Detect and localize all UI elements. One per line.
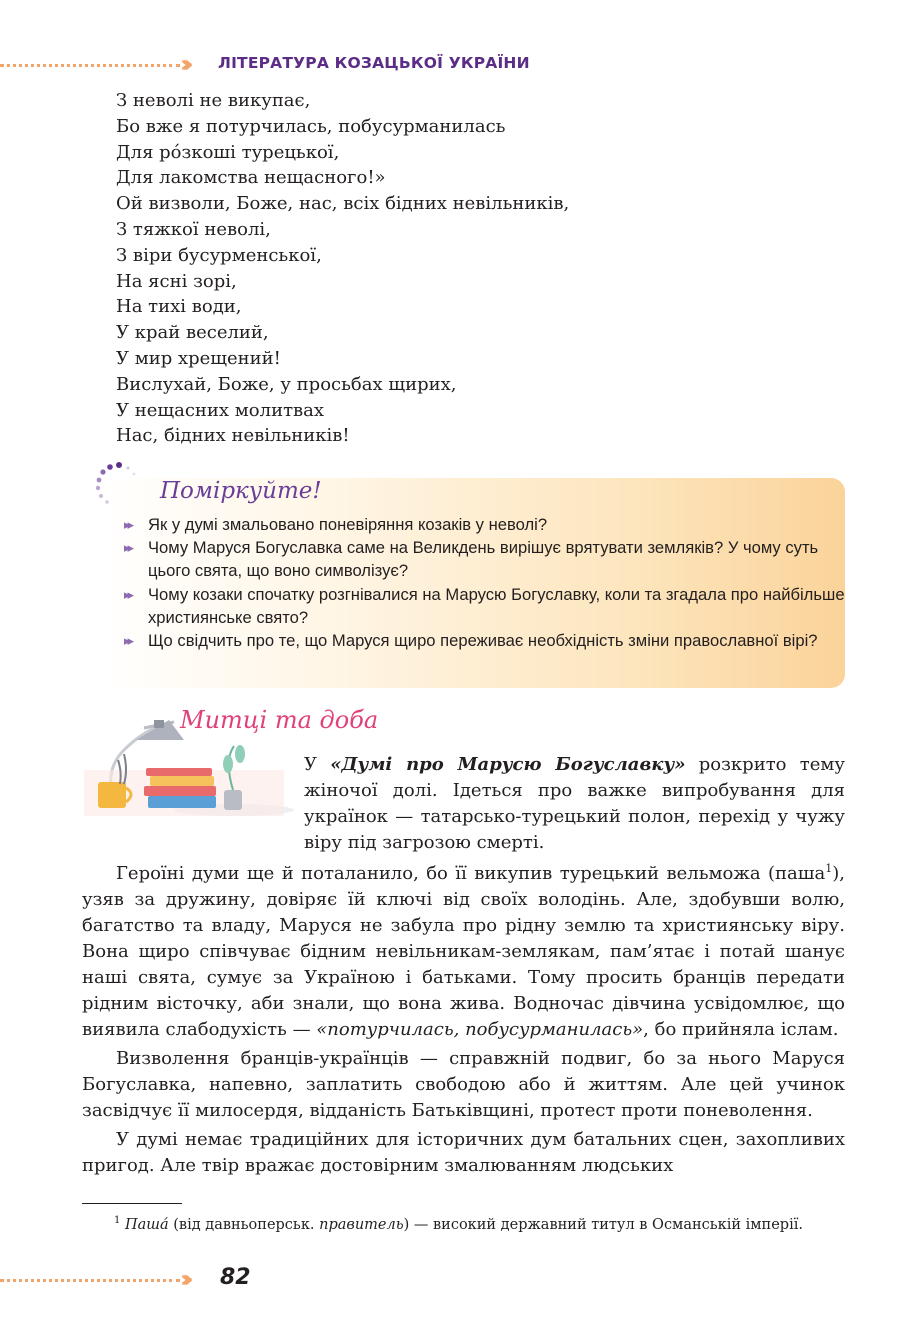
poem-line: Нас, бідних невільників! <box>116 425 350 447</box>
poem-line: З віри бусурменської, <box>116 244 322 266</box>
footnote-term: Паша́ <box>124 1216 169 1233</box>
poem-line: Для лакомства нещасного!» <box>116 167 386 189</box>
footer-dotted-line <box>0 1279 180 1282</box>
work-title-emphasis: «Думі про Марусю Богуславку» <box>330 754 686 775</box>
poem-excerpt <box>116 88 569 449</box>
footnote-term-translation: правитель <box>319 1216 404 1233</box>
arrow-bullet-icon: ▸▸ <box>124 540 132 556</box>
quote-emphasis: «потурчилась, побусурманилась» <box>316 1019 644 1040</box>
lead-text: розкрито тему жіночої долі. Ідеться про важке випробування для українок — татарсько-турецький полон, перехід у чужу віру під загрозою смерті. <box>304 754 845 853</box>
main-text <box>82 856 845 1182</box>
running-header-title: ЛІТЕРАТУРА КОЗАЦЬКОЇ УКРАЇНИ <box>218 54 530 72</box>
paragraph-text: , бо прийняла іслам. <box>643 1019 839 1040</box>
poem-line: Для ро́зкоші турецької, <box>116 141 340 163</box>
footnote-text: ) — високий державний титул в Османській імперії. <box>403 1216 803 1233</box>
footnote-marker: 1 <box>825 862 833 875</box>
question-text: Чому козаки спочатку розгнівалися на Марусю Богуславку, коли та згадала про найбільше християнське свято? <box>148 584 845 627</box>
section-title-artists: Митці та доба <box>180 706 379 734</box>
question-item <box>124 536 850 582</box>
header-dotted-line <box>0 64 180 67</box>
thinking-dots-icon <box>94 460 144 510</box>
footnote-rule <box>82 1203 182 1204</box>
poem-line: Бо вже я потурчилась, побусурманилась <box>116 115 506 137</box>
arrow-bullet-icon: ▸▸ <box>124 517 132 532</box>
poem-line: У край веселий, <box>116 322 269 344</box>
poem-line: У нещасних молитвах <box>116 399 325 421</box>
poem-line: На ясні зорі, <box>116 270 237 292</box>
question-item <box>124 629 850 652</box>
header-chevron-icon: ››› <box>180 50 186 78</box>
footnote-number: 1 <box>114 1215 121 1226</box>
question-list <box>124 513 850 652</box>
question-item <box>124 583 850 629</box>
arrow-bullet-icon: ▸▸ <box>124 633 132 649</box>
footnote <box>82 1210 845 1236</box>
poem-line: З тяжкої неволі, <box>116 218 271 240</box>
question-text: Чому Маруся Богуславка саме на Великдень вирішує врятувати земляків? У чому суть цього свята, що воно символізує? <box>148 538 819 581</box>
footnote-text: (від давньоперськ. <box>168 1216 320 1233</box>
lead-paragraph <box>304 752 845 856</box>
question-text: Що свідчить про те, що Маруся щиро переживає необхідність зміни православної вірі? <box>148 631 818 651</box>
poem-line: З неволі не викупає, <box>116 90 311 111</box>
body-paragraph: У думі немає традиційних для історичних дум батальних сцен, захопливих пригод. Але твір вражає достовірним змалюванням людських <box>82 1129 845 1176</box>
question-item <box>124 513 850 536</box>
think-box-title: Поміркуйте! <box>160 478 322 504</box>
body-paragraph <box>82 856 845 1043</box>
poem-line: Ой визволи, Боже, нас, всіх бідних невільників, <box>116 193 570 215</box>
paragraph-text: ), узяв за дружину, довіряє їй ключі від своїх володінь. Але, здобувши волю, багатство та владу, Маруся не забула про рідну землю та християнську віру. Вона щиро співчуває бідним невільникам-землякам, пам’ятає і потай шанує наші свята, сумує за Україною і батьками. Тому просить бранців передати рідним вісточку, аби знали, що вона жива. Водночас дівчина усвідомлює, що виявила слабодухість — <box>82 863 845 1040</box>
desk-illustration <box>84 710 294 818</box>
question-text: Як у думі змальовано поневіряння козаків у неволі? <box>148 515 548 534</box>
arrow-bullet-icon: ▸▸ <box>124 586 132 602</box>
page-number: 82 <box>220 1265 251 1290</box>
paragraph-text: Героїні думи ще й поталанило, бо її викупив турецький вельможа (паша <box>116 863 826 884</box>
body-paragraph: Визволення бранців-українців — справжній подвиг, бо за нього Маруся Богуславка, напевно, заплатить свободою або й життям. Але цей учинок засвідчує її милосердя, відданість Батьківщині, протест проти поневолення. <box>82 1048 845 1121</box>
poem-line: На тихі води, <box>116 296 242 318</box>
poem-line: У мир хрещений! <box>116 347 281 369</box>
footer-chevron-icon: ››› <box>180 1265 186 1293</box>
lead-prefix: У <box>304 754 331 775</box>
poem-line: Вислухай, Боже, у просьбах щирих, <box>116 373 457 395</box>
